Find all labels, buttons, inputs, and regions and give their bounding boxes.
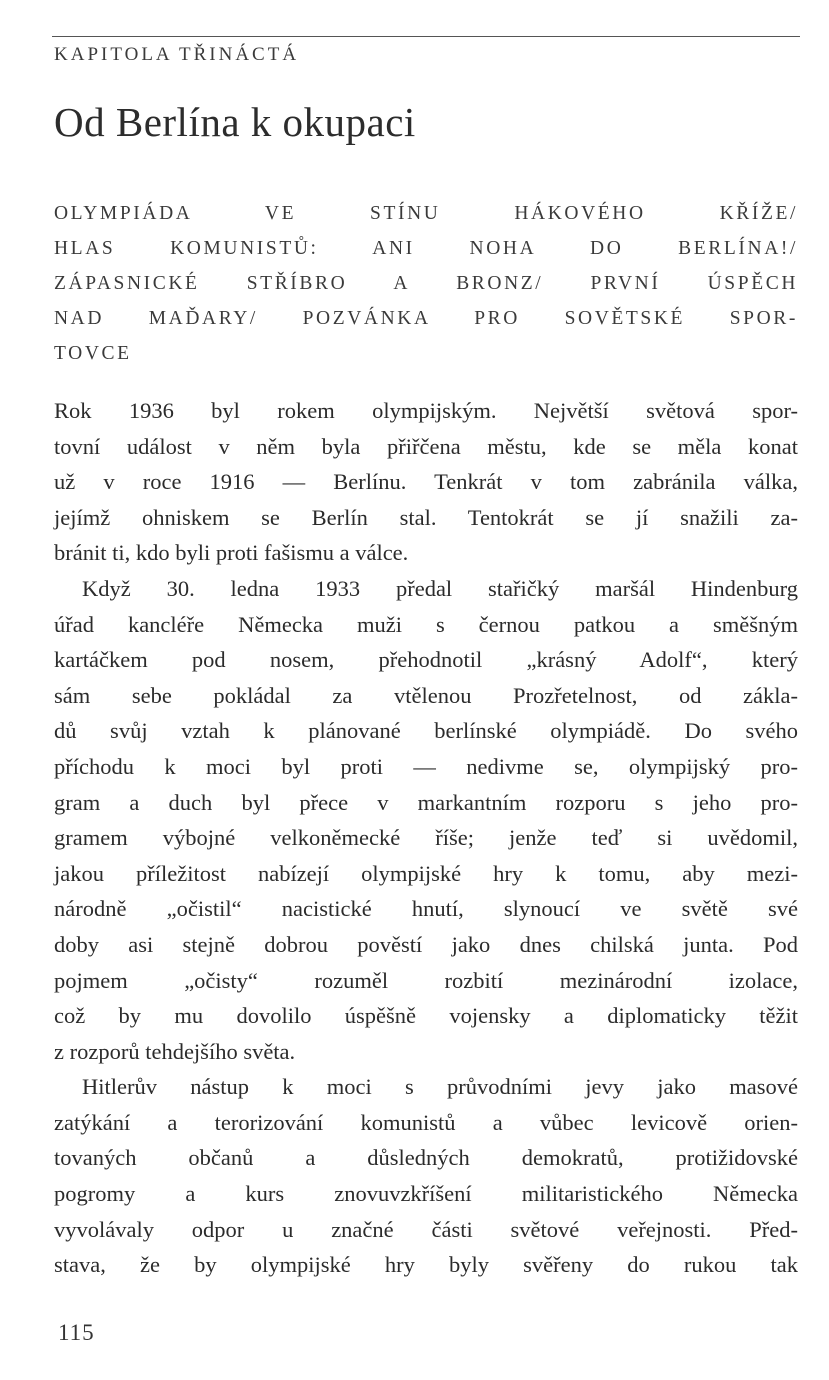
text-line: Rok 1936 byl rokem olympijským. Největší světová spor- [54,398,798,423]
summary-line: ZÁPASNICKÉ STŘÍBRO A BRONZ/ PRVNÍ ÚSPĚCH [54,273,798,294]
text-line: pojmem „očisty“ rozuměl rozbití mezinárodní izolace, [54,967,798,993]
summary-line: NAD MAĎARY/ POZVÁNKA PRO SOVĚTSKÉ SPOR- [54,308,798,329]
paragraph [54,571,798,1069]
text-line: národně „očistil“ nacistické hnutí, slynoucí ve světě své [54,896,798,922]
text-line: z rozporů tehdejšího světa. [54,1038,296,1064]
text-line: úřad kancléře Německa muži s černou patkou a směšným [54,611,798,637]
text-line: bránit ti, kdo byli proti fašismu a válce. [54,540,409,566]
text-line: jakou příležitost nabízejí olympijské hry k tomu, aby mezi- [54,860,798,886]
text-line: sám sebe pokládal za vtělenou Prozřetelnost, od zákla- [54,682,798,708]
text-line: stava, že by olympijské hry byly svěřeny do rukou tak [54,1252,798,1278]
summary-line: TOVCE [54,343,132,364]
text-line: kartáčkem pod nosem, přehodnotil „krásný Adolf“, který [54,647,798,673]
body-text [54,393,798,1283]
text-line: vyvolávaly odpor u značné části světové veřejnosti. Před- [54,1216,798,1242]
text-line: Hitlerův nástup k moci s průvodními jevy jako masové [82,1074,798,1100]
text-line: už v roce 1916 — Berlínu. Tenkrát v tom zabránila válka, [54,469,798,495]
summary-line: HLAS KOMUNISTŮ: ANI NOHA DO BERLÍNA!/ [54,238,798,259]
text-line: pogromy a kurs znovuvzkříšení militaristického Německa [54,1181,798,1207]
chapter-label: KAPITOLA TŘINÁCTÁ [54,44,300,65]
chapter-title: Od Berlína k okupaci [54,99,416,145]
chapter-summary [54,196,798,371]
paragraph [54,1069,798,1283]
text-line: tovní událost v něm byla přiřčena městu, kde se měla konat [54,433,798,459]
text-line: což by mu dovolilo úspěšně vojensky a diplomaticky těžit [54,1003,798,1029]
text-line: tovaných občanů a důsledných demokratů, protižidovské [54,1145,798,1171]
summary-line: OLYMPIÁDA VE STÍNU HÁKOVÉHO KŘÍŽE/ [54,203,798,224]
text-line: gram a duch byl přece v markantním rozporu s jeho pro- [54,789,798,815]
text-line: zatýkání a terorizování komunistů a vůbec levicově orien- [54,1109,798,1135]
page-number: 115 [58,1320,95,1345]
text-line: Když 30. ledna 1933 předal stařičký maršál Hindenburg [82,575,798,601]
text-line: příchodu k moci byl proti — nedivme se, olympijský pro- [54,753,798,779]
top-rule [52,36,800,37]
paragraph [54,393,798,571]
text-line: jejímž ohniskem se Berlín stal. Tentokrát se jí snažili za- [54,504,798,530]
text-line: doby asi stejně dobrou pověstí jako dnes chilská junta. Pod [54,931,798,957]
text-line: dů svůj vztah k plánované berlínské olympiádě. Do svého [54,718,798,744]
text-line: gramem výbojné velkoněmecké říše; jenže teď si uvědomil, [54,825,798,851]
